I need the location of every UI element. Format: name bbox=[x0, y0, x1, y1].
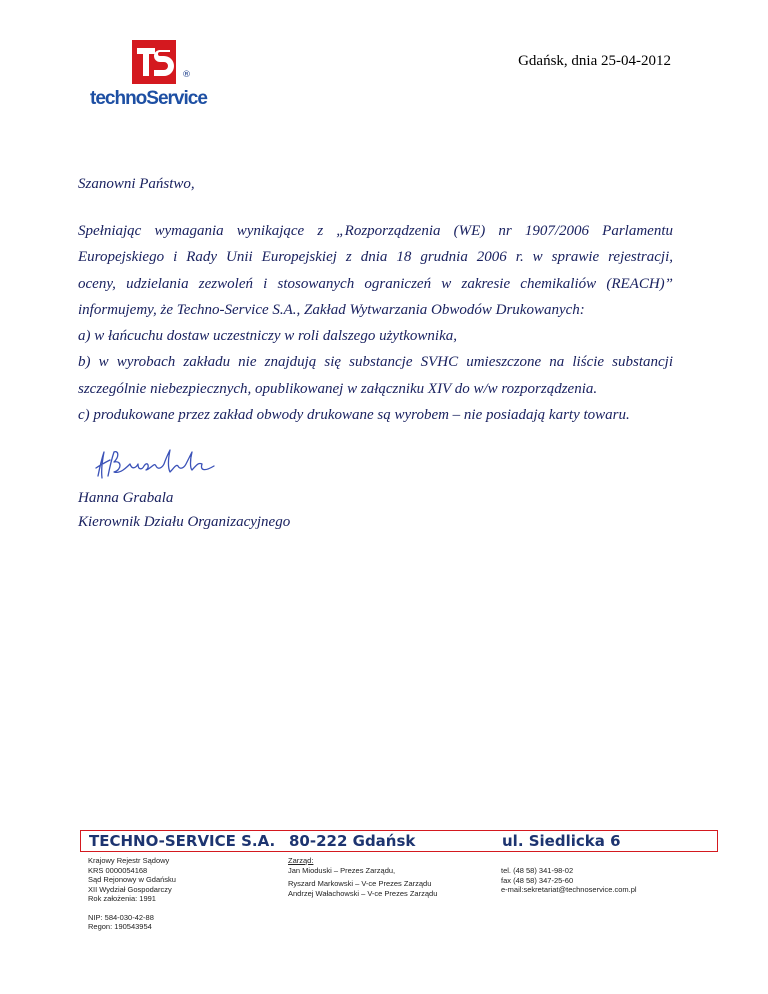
board-line: Ryszard Markowski – V-ce Prezes Zarządu bbox=[288, 879, 432, 888]
contact-email: e-mail:sekretariat@technoservice.com.pl bbox=[501, 885, 637, 894]
footer-registry bbox=[88, 856, 176, 932]
contact-fax: fax (48 58) 347-25-60 bbox=[501, 875, 574, 885]
body-line: szczególnie niebezpiecznych, opublikowanej w załączniku XIV do w/w rozporządzenia. bbox=[78, 380, 598, 397]
logo-wordmark: technoService bbox=[90, 88, 207, 109]
contact-phone: tel. (48 58) 341-98-02 bbox=[501, 866, 574, 875]
company-logo bbox=[90, 40, 225, 110]
footer-street: ul. Siedlicka 6 bbox=[502, 832, 621, 850]
logo-mark-icon bbox=[132, 40, 176, 84]
letter-date: Gdańsk, dnia 25-04-2012 bbox=[518, 53, 671, 69]
registered-mark: ® bbox=[182, 70, 191, 80]
footer-company: TECHNO-SERVICE S.A. bbox=[89, 832, 276, 850]
footer-contact bbox=[501, 866, 637, 895]
nip-line: NIP: 584-030-42-88 bbox=[88, 912, 154, 922]
body-line: informujemy, że Techno-Service S.A., Zakład Wytwarzania Obwodów Drukowanych: bbox=[78, 301, 585, 318]
board-label: Zarząd: bbox=[288, 856, 314, 865]
body-line: Spełniając wymagania wynikające z „Rozporządzenia (WE) nr 1907/2006 Parlamentu bbox=[78, 223, 673, 239]
board-line: Andrzej Wałachowski – V-ce Prezes Zarządu bbox=[288, 888, 438, 898]
registry-line: Sąd Rejonowy w Gdańsku bbox=[88, 875, 176, 884]
body-line: b) w wyrobach zakładu nie znajdują się substancje SVHC umieszczone na liście substancji bbox=[78, 354, 673, 371]
registry-line: KRS 0000054168 bbox=[88, 865, 148, 875]
footer-bar bbox=[80, 830, 718, 852]
footer-board bbox=[288, 856, 437, 898]
body-line: c) produkowane przez zakład obwody drukowane są wyrobem – nie posiadają karty towaru. bbox=[78, 407, 630, 424]
registry-line: Krajowy Rejestr Sądowy bbox=[88, 856, 170, 865]
board-line: Jan Mioduski – Prezes Zarządu, bbox=[288, 865, 396, 875]
body-line: oceny, udzielania zezwoleń i stosowanych ograniczeń w zakresie chemikaliów (REACH)” bbox=[78, 275, 673, 292]
footer-city: 80-222 Gdańsk bbox=[289, 832, 416, 850]
letter-body bbox=[78, 218, 673, 428]
regon-line: Regon: 190543954 bbox=[88, 922, 152, 931]
greeting: Szanowni Państwo, bbox=[78, 176, 195, 192]
registry-line: XII Wydział Gospodarczy bbox=[88, 884, 172, 894]
registry-line: Rok założenia: 1991 bbox=[88, 894, 156, 903]
signatory-title: Kierownik Działu Organizacyjnego bbox=[78, 514, 291, 530]
body-line: Europejskiego i Rady Unii Europejskiej z dnia 18 grudnia 2006 r. w sprawie rejestracji, bbox=[78, 249, 673, 266]
body-line: a) w łańcuchu dostaw uczestniczy w roli dalszego użytkownika, bbox=[78, 328, 457, 345]
signatory-name: Hanna Grabala bbox=[78, 490, 174, 506]
handwritten-signature bbox=[92, 446, 217, 484]
